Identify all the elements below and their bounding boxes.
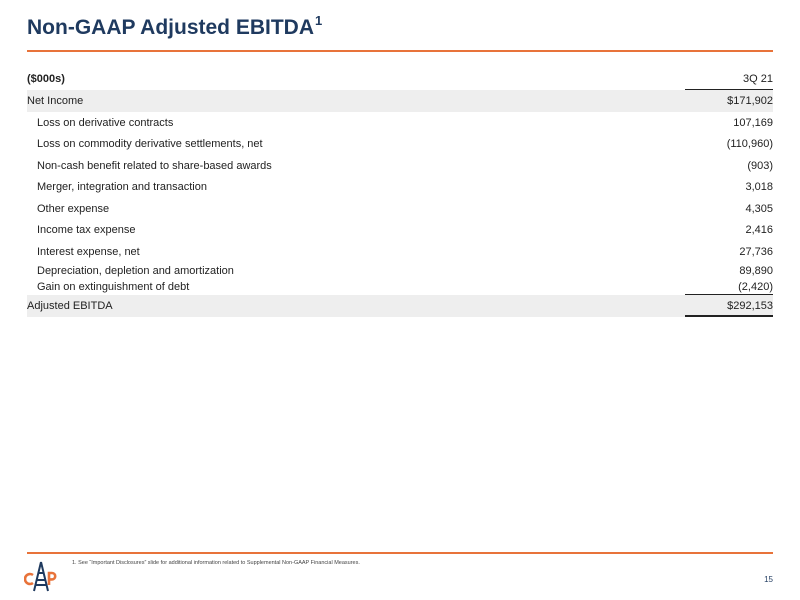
title-text: Non-GAAP Adjusted EBITDA <box>27 16 314 39</box>
title-divider <box>27 50 773 52</box>
table-row <box>27 263 773 279</box>
unit-label: ($000s) <box>27 73 65 85</box>
total-row <box>27 295 773 317</box>
table-row <box>27 155 773 177</box>
footer-divider <box>27 552 773 554</box>
table-row <box>27 198 773 220</box>
page-title <box>27 13 323 40</box>
row-label: Other expense <box>37 202 110 215</box>
page-number: 15 <box>764 575 773 584</box>
table-row <box>27 134 773 156</box>
net-income-value: $171,902 <box>727 95 773 107</box>
total-label: Adjusted EBITDA <box>27 299 113 312</box>
row-value: 107,169 <box>733 116 773 129</box>
logo-text: CAP <box>24 560 27 561</box>
row-value: 3,018 <box>745 181 773 194</box>
net-income-label: Net Income <box>27 95 84 107</box>
row-label: Gain on extinguishment of debt <box>37 280 190 293</box>
row-value: 2,416 <box>745 224 773 237</box>
company-logo <box>24 560 58 594</box>
period-header: 3Q 21 <box>685 68 773 90</box>
row-value: (903) <box>747 159 773 172</box>
row-value: 89,890 <box>739 264 773 277</box>
table-row <box>27 279 773 295</box>
net-income-row <box>27 90 773 112</box>
row-value: (2,420) <box>685 279 773 295</box>
row-value: 4,305 <box>745 202 773 215</box>
row-value: (110,960) <box>726 138 773 151</box>
footnote: 1. See “Important Disclosures” slide for additional information related to Supplemental Non-GAAP Financial Measures. <box>72 560 360 566</box>
table-header-row <box>27 68 773 90</box>
row-label: Interest expense, net <box>37 245 140 258</box>
table-row <box>27 112 773 134</box>
table-row <box>27 220 773 242</box>
row-label: Depreciation, depletion and amortization <box>37 264 234 277</box>
row-value: 27,736 <box>739 245 773 258</box>
row-label: Merger, integration and transaction <box>37 181 207 194</box>
title-footnote-marker: 1 <box>315 13 323 28</box>
table-row <box>27 241 773 263</box>
table-row <box>27 177 773 199</box>
row-label: Loss on commodity derivative settlements, net <box>37 138 263 151</box>
row-label: Loss on derivative contracts <box>37 116 174 129</box>
ebitda-table <box>27 68 773 317</box>
row-label: Non-cash benefit related to share-based awards <box>37 159 272 172</box>
total-value: $292,153 <box>685 295 773 317</box>
row-label: Income tax expense <box>37 224 136 237</box>
